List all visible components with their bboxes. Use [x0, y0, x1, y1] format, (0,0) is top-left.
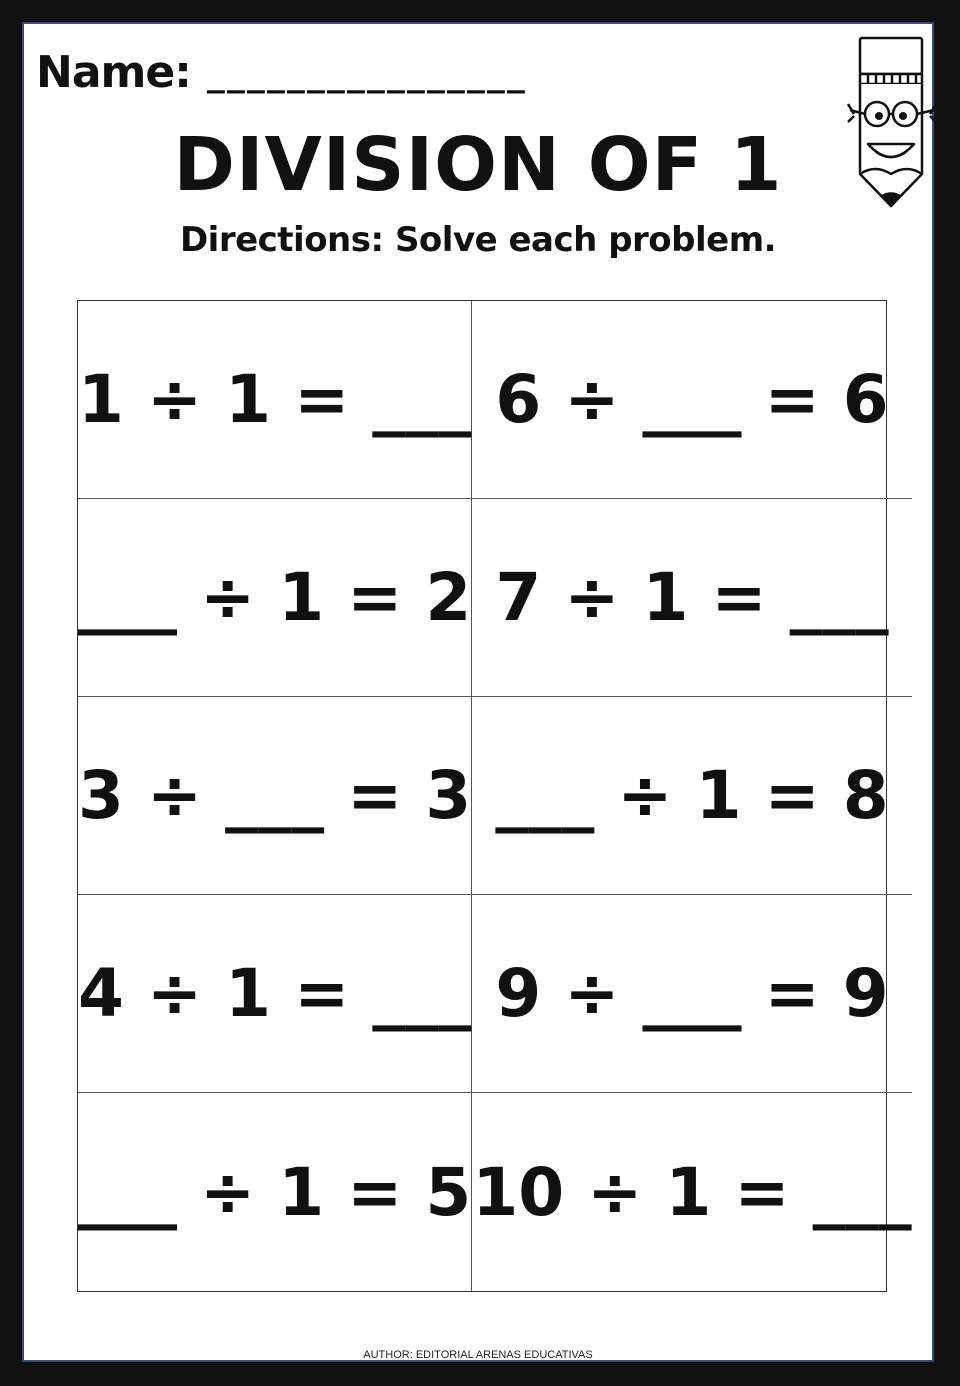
problem-cell[interactable]: ___ ÷ 1 = 2 — [78, 499, 472, 697]
problem-cell[interactable]: 10 ÷ 1 = ___ — [472, 1153, 912, 1231]
worksheet-title: DIVISION OF 1 — [173, 122, 783, 208]
problem-cell[interactable]: 9 ÷ ___ = 9 — [472, 895, 911, 1093]
problem-cell[interactable]: 7 ÷ 1 = ___ — [472, 499, 911, 697]
problem-cell[interactable]: ___ ÷ 1 = 8 — [472, 697, 911, 895]
directions-text: Directions: Solve each problem. — [179, 220, 777, 260]
name-row — [36, 28, 527, 98]
author-footer: AUTHOR: EDITORIAL ARENAS EDUCATIVAS — [363, 1349, 593, 1361]
name-field[interactable]: ________________ — [206, 53, 527, 94]
problem-cell[interactable]: 3 ÷ ___ = 3 — [78, 697, 472, 895]
worksheet-page — [22, 22, 934, 1362]
problem-grid — [77, 300, 912, 1292]
problem-cell[interactable]: 4 ÷ 1 = ___ — [78, 895, 472, 1093]
problem-cell[interactable]: 1 ÷ 1 = ___ — [78, 301, 472, 499]
name-label: Name: — [36, 47, 191, 98]
problem-cell[interactable]: ___ ÷ 1 = 5 — [78, 1093, 472, 1291]
problem-cell[interactable]: 6 ÷ ___ = 6 — [472, 301, 911, 499]
